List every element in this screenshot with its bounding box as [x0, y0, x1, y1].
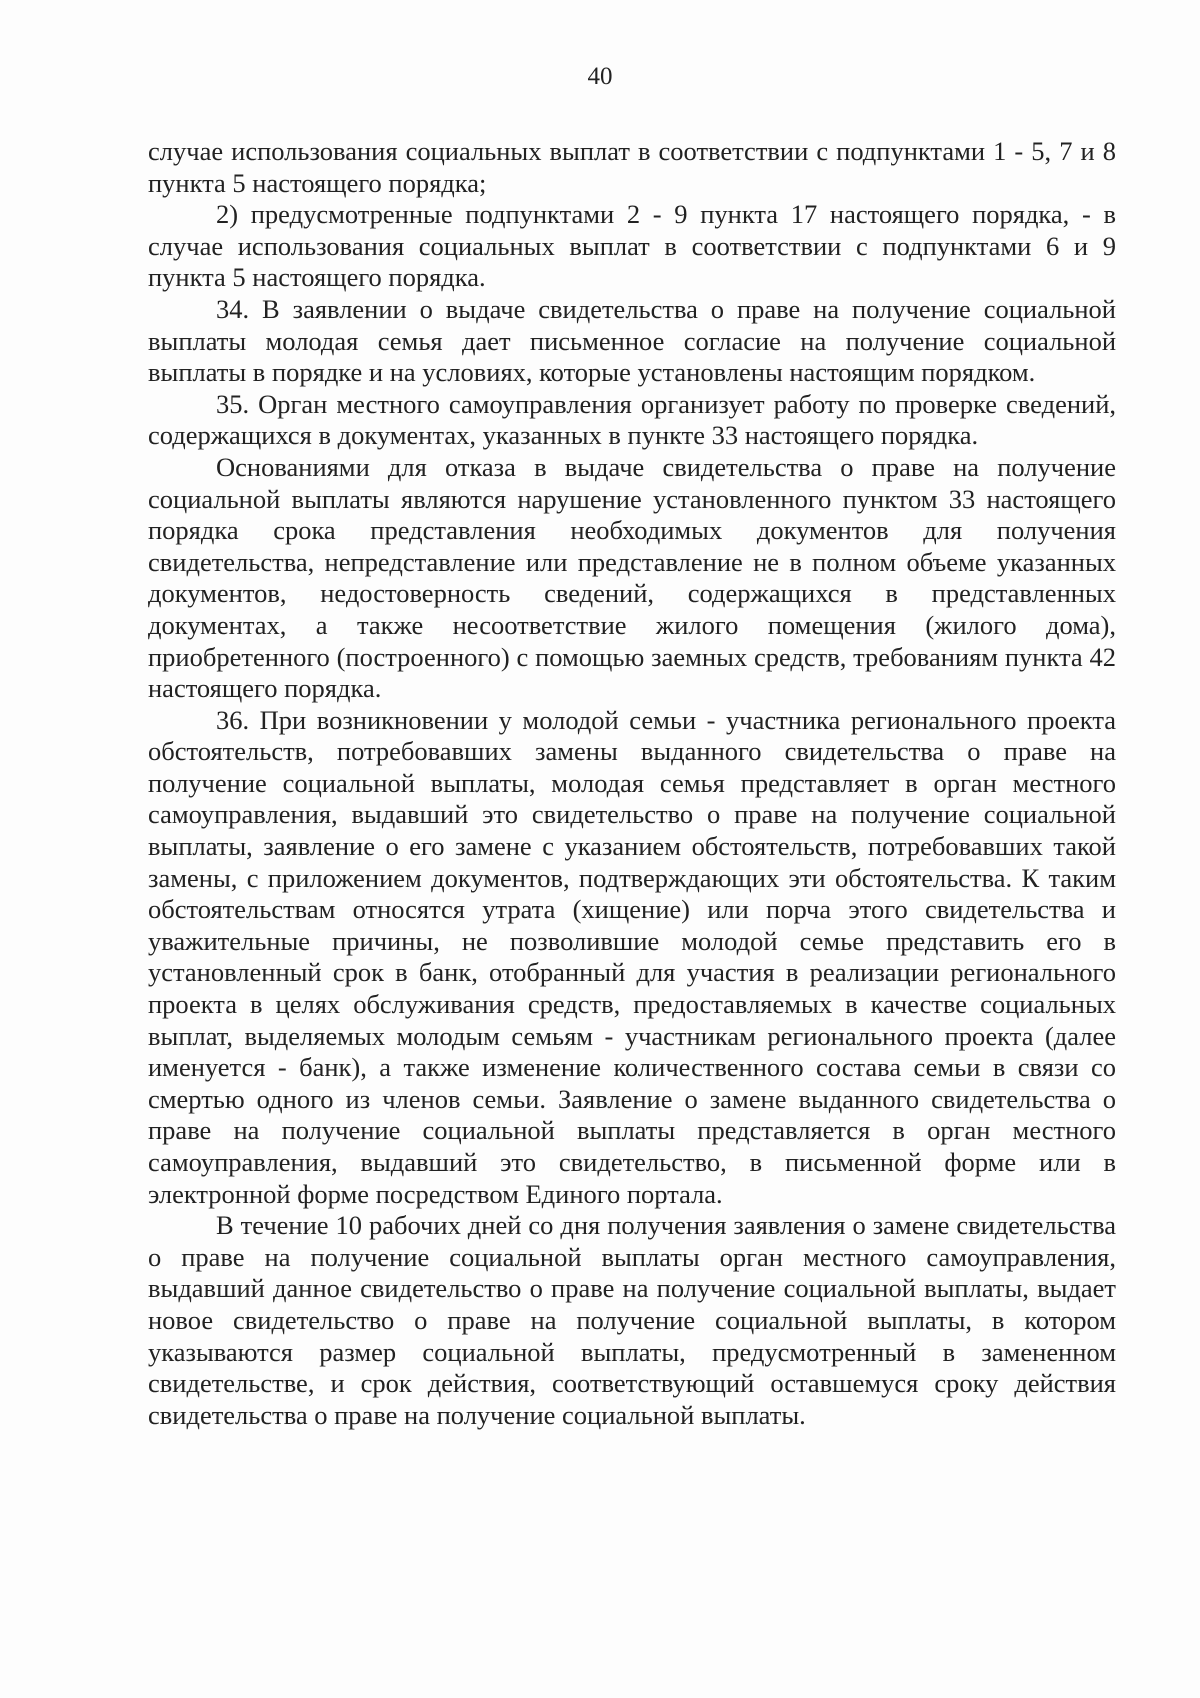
paragraph-subitem-2: 2) предусмотренные подпунктами 2 - 9 пункта 17 настоящего порядка, - в случае использования социальных выплат в соответствии с подпунктами 6 и 9 пункта 5 настоящего порядка. — [148, 199, 1116, 293]
paragraph-item-35: 35. Орган местного самоуправления организует работу по проверке сведений, содержащихся в документах, указанных в пункте 33 настоящего порядка. — [148, 388, 1116, 451]
paragraph-item-36: 36. При возникновении у молодой семьи - участника регионального проекта обстоятельств, потребовавших замены выданного свидетельства о праве на получение социальной выплаты, молодая семья представляет в орган местного самоуправления, выдавший это свидетельство о праве на получение социальной выплаты, заявление о его замене с указанием обстоятельств, потребовавших такой замены, с приложением документов, подтверждающих эти обстоятельства. К таким обстоятельствам относятся утрата (хищение) или порча этого свидетельства и уважительные причины, не позволившие молодой семье представить его в установленный срок в банк, отобранный для участия в реализации регионального проекта в целях обслуживания средств, предоставляемых в качестве социальных выплат, выделяемых молодым семьям - участникам регионального проекта (далее именуется - банк), а также изменение количественного состава семьи в связи со смертью одного из членов семьи. Заявление о замене выданного свидетельства о праве на получение социальной выплаты представляется в орган местного самоуправления, выдавший это свидетельство, в письменной форме или в электронной форме посредством Единого портала. — [148, 704, 1116, 1209]
paragraph-continuation: случае использования социальных выплат в соответствии с подпунктами 1 - 5, 7 и 8 пункта 5 настоящего порядка; — [148, 136, 1116, 198]
paragraph-replacement-term: В течение 10 рабочих дней со дня получения заявления о замене свидетельства о праве на получение социальной выплаты орган местного самоуправления, выдавший данное свидетельство о праве на получение социальной выплаты, выдает новое свидетельство о праве на получение социальной выплаты, в котором указываются размер социальной выплаты, предусмотренный в замененном свидетельстве, и срок действия, соответствующий оставшемуся сроку действия свидетельства о праве на получение социальной выплаты. — [148, 1210, 1116, 1430]
paragraph-item-34: 34. В заявлении о выдаче свидетельства о праве на получение социальной выплаты молодая семья дает письменное согласие на получение социальной выплаты в порядке и на условиях, которые установлены настоящим порядком. — [148, 293, 1116, 388]
paragraph-refusal-grounds: Основаниями для отказа в выдаче свидетельства о праве на получение социальной выплаты являются нарушение установленного пунктом 33 настоящего порядка срока представления необходимых документов для получения свидетельства, непредставление или представление не в полном объеме указанных документов, недостоверность сведений, содержащихся в представленных документах, а также несоответствие жилого помещения (жилого дома), приобретенного (построенного) с помощью заемных средств, требованиям пункта 42 настоящего порядка. — [148, 451, 1116, 704]
document-body — [148, 136, 1116, 1431]
page-number: 40 — [587, 63, 613, 90]
